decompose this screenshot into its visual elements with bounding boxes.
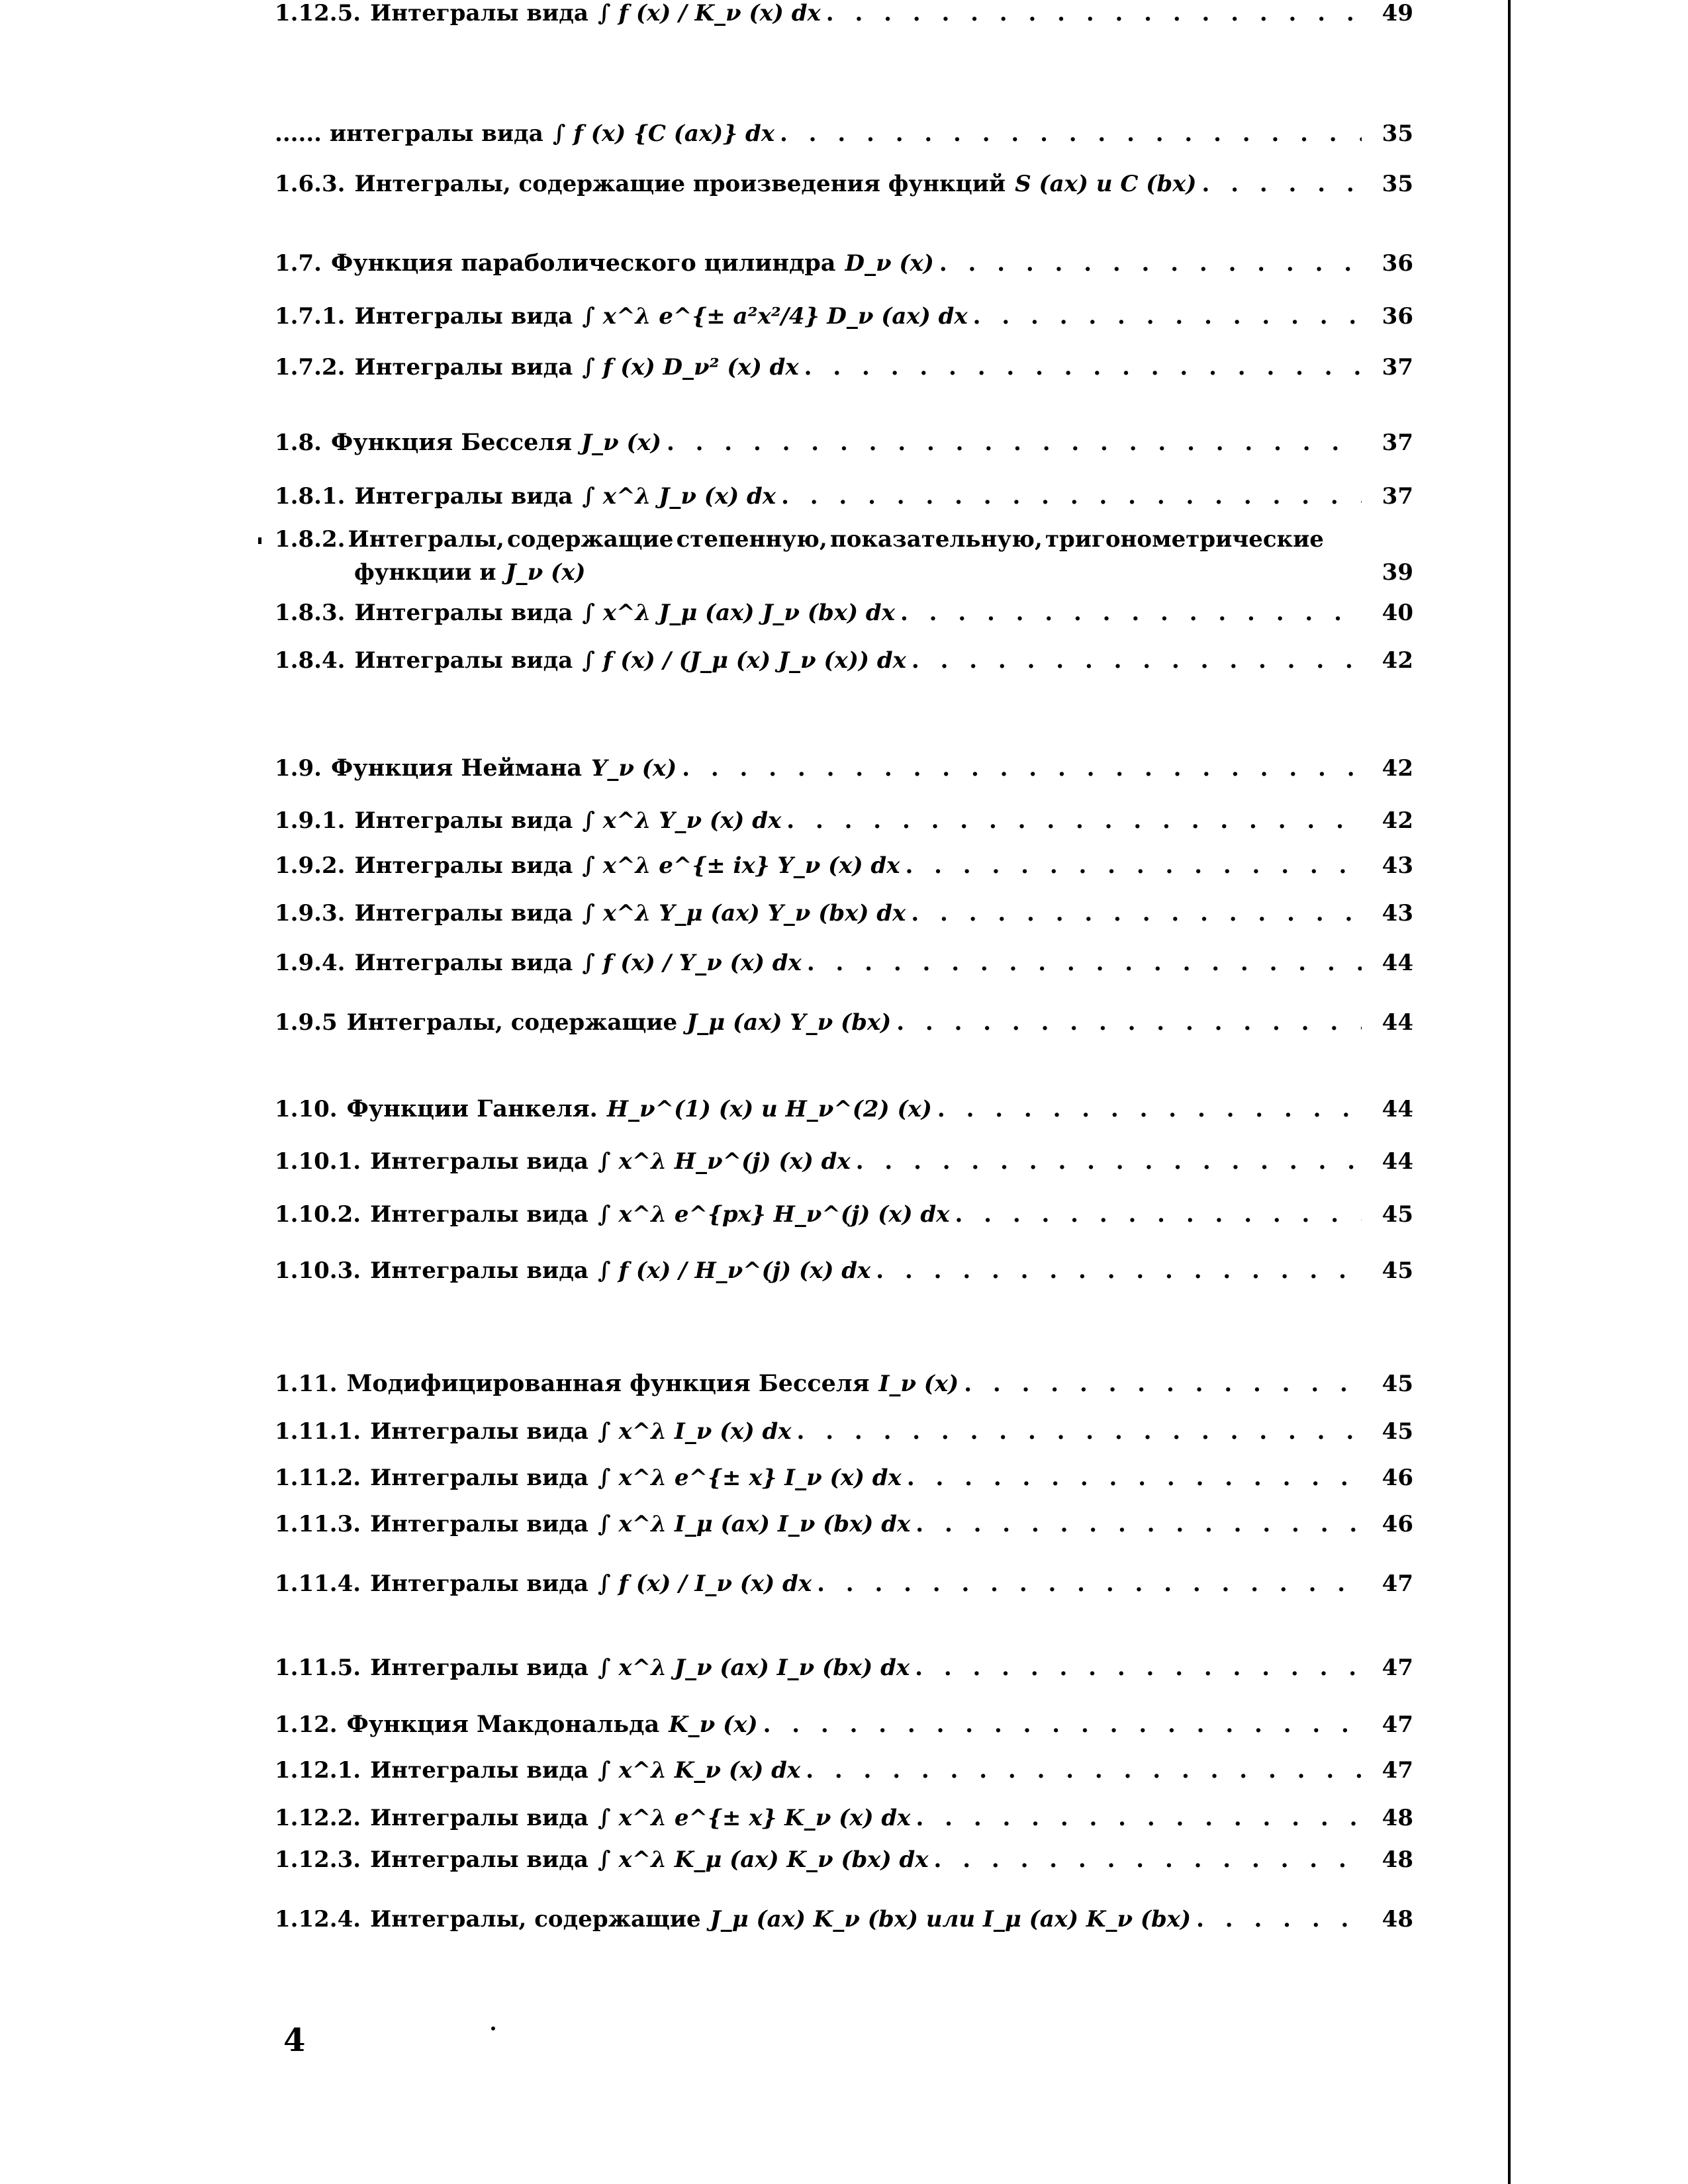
toc-entry-number: 1.12.3. <box>275 1846 361 1873</box>
toc-entry-number: 1.10.1. <box>275 1148 361 1175</box>
toc-entry-formula: ∫ x^λ J_ν (x) dx <box>582 483 776 510</box>
toc-entry-title: Интегралы вида <box>354 303 573 330</box>
toc-entry-page: 44 <box>1382 950 1413 976</box>
toc-section-entry <box>275 250 1413 277</box>
toc-entry-number: 1.12.4. <box>275 1906 361 1933</box>
toc-entry-number: 1.8.1. <box>275 483 346 510</box>
toc-entry <box>275 1009 1413 1036</box>
toc-entry-page: 46 <box>1382 1511 1413 1537</box>
toc-entry <box>275 1805 1413 1831</box>
dot-leader <box>934 1846 1362 1873</box>
toc-entry <box>275 1846 1413 1873</box>
toc-entry <box>275 303 1413 330</box>
toc-entry-formula: J_ν (x) <box>505 559 586 586</box>
toc-entry-page: 44 <box>1382 1009 1413 1036</box>
dot-leader <box>973 303 1362 330</box>
toc-entry-title: Интегралы вида <box>370 1757 588 1784</box>
toc-entry-formula: ∫ f (x) / H_ν^(j) (x) dx <box>597 1257 871 1284</box>
toc-entry-title: Интегралы вида <box>354 900 573 927</box>
dot-leader <box>915 1655 1362 1681</box>
toc-entry-page: 44 <box>1382 1148 1413 1175</box>
toc-entry <box>275 171 1413 197</box>
toc-entry-page: 36 <box>1382 303 1413 330</box>
toc-entry-title: Интегралы вида <box>354 600 573 626</box>
dot-leader <box>1196 1906 1362 1933</box>
toc-entry <box>275 1757 1413 1784</box>
toc-entry-page: 44 <box>1382 1095 1413 1122</box>
toc-entry-page: 39 <box>1382 559 1413 586</box>
toc-entry <box>275 852 1413 879</box>
toc-entry <box>275 950 1413 976</box>
toc-entry-formula: ∫ f (x) / I_ν (x) dx <box>597 1570 812 1597</box>
toc-entry-formula: ∫ x^λ Y_ν (x) dx <box>582 807 782 834</box>
toc-entry <box>275 1511 1413 1537</box>
toc-entry-number: 1.8.3. <box>275 600 346 626</box>
toc-entry-formula: J_μ (ax) Y_ν (bx) <box>686 1009 892 1036</box>
toc-entry-number: 1.9.4. <box>275 950 346 976</box>
toc-entry-formula: ∫ x^λ I_ν (x) dx <box>597 1418 792 1445</box>
dot-leader <box>915 1511 1362 1537</box>
toc-entry-number: 1.6.3. <box>275 171 346 197</box>
toc-entry-formula: ∫ x^λ J_μ (ax) J_ν (bx) dx <box>582 600 895 626</box>
print-speck <box>491 2026 495 2030</box>
toc-entry-page: 42 <box>1382 647 1413 674</box>
dot-leader <box>937 1096 1362 1122</box>
toc-entry-page: 46 <box>1382 1465 1413 1491</box>
dot-leader <box>781 483 1362 510</box>
toc-entry-number: 1.7.2. <box>275 354 346 381</box>
toc-entry-title-word: степенную, <box>676 526 827 553</box>
toc-entry-page: 37 <box>1382 354 1413 381</box>
toc-entry-page: 47 <box>1382 1711 1413 1738</box>
toc-entry-page: 42 <box>1382 807 1413 834</box>
toc-entry-number: 1.9. <box>275 754 322 782</box>
dot-leader <box>905 852 1362 879</box>
toc-entry-formula: ∫ x^λ H_ν^(j) (x) dx <box>597 1148 851 1175</box>
toc-entry <box>275 120 1413 147</box>
toc-entry-title: Функция Бесселя <box>331 429 572 456</box>
toc-entry-page: 49 <box>1382 0 1413 26</box>
toc-entry-formula: ∫ x^λ e^{px} H_ν^(j) (x) dx <box>597 1201 950 1228</box>
toc-entry-title-word: тригонометрические <box>1045 526 1324 553</box>
toc-entry-number: 1.11. <box>275 1370 338 1397</box>
toc-entry <box>275 1257 1413 1284</box>
toc-entry-title: Интегралы вида <box>354 647 573 674</box>
dot-leader <box>876 1257 1362 1284</box>
toc-entry-number: 1.8.2. <box>275 526 346 553</box>
toc-entry-number: 1.9.1. <box>275 807 346 834</box>
toc-entry-number: 1.12.5. <box>275 0 361 26</box>
toc-entry-title: Модифицированная функция Бесселя <box>346 1370 870 1397</box>
toc-entry-number: 1.7.1. <box>275 303 346 330</box>
toc-entry-page: 36 <box>1382 250 1413 277</box>
toc-entry-formula: J_μ (ax) K_ν (bx) или I_μ (ax) K_ν (bx) <box>710 1906 1192 1933</box>
dot-leader <box>912 647 1362 674</box>
toc-entry-title: Интегралы вида <box>354 950 573 976</box>
toc-entry-title: функции и <box>354 559 496 586</box>
toc-entry-title: Интегралы, содержащие <box>370 1906 701 1933</box>
toc-entry-title: Интегралы, содержащие произведения функций <box>354 171 1006 197</box>
toc-entry-title: Интегралы вида <box>370 1418 588 1445</box>
toc-entry-formula: ∫ x^λ K_ν (x) dx <box>597 1757 801 1784</box>
toc-entry-page: 43 <box>1382 900 1413 927</box>
toc-entry-page: 45 <box>1382 1370 1413 1397</box>
page-number: 4 <box>283 2022 306 2059</box>
toc-entry-formula: ∫ x^λ e^{± a²x²/4} D_ν (ax) dx <box>582 303 968 330</box>
toc-entry-title: Интегралы вида <box>354 483 573 510</box>
toc-entry-number: 1.12.1. <box>275 1757 361 1784</box>
toc-entry-formula: H_ν^(1) (x) и H_ν^(2) (x) <box>606 1095 932 1122</box>
toc-entry-page: 35 <box>1382 120 1413 147</box>
toc-section-entry <box>275 1095 1413 1122</box>
dot-leader <box>964 1371 1362 1397</box>
dot-leader <box>896 1009 1362 1036</box>
toc-entry-formula: D_ν (x) <box>845 250 934 277</box>
toc-entry-number: 1.10.3. <box>275 1257 361 1284</box>
dot-leader <box>915 1805 1362 1831</box>
toc-entry-page: 45 <box>1382 1257 1413 1284</box>
toc-entry-number: 1.11.2. <box>275 1465 361 1491</box>
toc-entry-title: Интегралы вида <box>370 1465 588 1491</box>
toc-entry-title: Интегралы вида <box>370 1846 588 1873</box>
toc-entry-formula: ∫ x^λ e^{± ix} Y_ν (x) dx <box>582 852 900 879</box>
toc-entry-formula: ∫ x^λ Y_μ (ax) Y_ν (bx) dx <box>582 900 906 927</box>
dot-leader <box>806 1757 1362 1784</box>
toc-entry-page: 42 <box>1382 754 1413 782</box>
margin-mark <box>258 537 261 544</box>
toc-entry-title: Интегралы вида <box>354 807 573 834</box>
toc-section-entry <box>275 429 1413 456</box>
toc-entry-formula: ∫ f (x) / K_ν (x) dx <box>597 0 821 26</box>
toc-entry-page: 45 <box>1382 1201 1413 1228</box>
toc-entry-number: 1.11.3. <box>275 1511 361 1537</box>
toc-entry-number: 1.9.3. <box>275 900 346 927</box>
toc-entry-formula: ∫ f (x) / Y_ν (x) dx <box>582 950 802 976</box>
toc-entry-title: Функции Ганкеля. <box>346 1095 598 1122</box>
toc-entry-page: 48 <box>1382 1805 1413 1831</box>
dot-leader <box>807 950 1362 976</box>
toc-entry-page: 47 <box>1382 1757 1413 1784</box>
toc-entry-number: 1.8. <box>275 429 322 456</box>
toc-entry-page: 43 <box>1382 852 1413 879</box>
toc-entry-page: 47 <box>1382 1655 1413 1681</box>
toc-entry-number: 1.11.1. <box>275 1418 361 1445</box>
dot-leader <box>804 354 1362 381</box>
toc-entry-page: 48 <box>1382 1846 1413 1873</box>
toc-entry-number: 1.9.5 <box>275 1009 338 1036</box>
toc-entry <box>275 807 1413 834</box>
toc-entry-formula: ∫ f (x) D_ν² (x) dx <box>582 354 799 381</box>
toc-entry-title: Интегралы вида <box>370 1148 588 1175</box>
toc-entry-title: Интегралы вида <box>370 0 588 26</box>
dot-leader <box>786 807 1362 834</box>
toc-entry <box>275 1906 1413 1933</box>
toc-entry-title: Интегралы, содержащие <box>346 1009 678 1036</box>
toc-entry-formula: ∫ x^λ K_μ (ax) K_ν (bx) dx <box>597 1846 929 1873</box>
dot-leader <box>911 900 1362 927</box>
toc-entry <box>275 354 1413 381</box>
toc-entry <box>275 1201 1413 1228</box>
dot-leader <box>955 1201 1362 1228</box>
toc-entry-number: 1.10. <box>275 1095 338 1122</box>
dot-leader <box>826 0 1362 26</box>
page-edge-rule <box>1508 0 1511 2184</box>
toc-entry <box>275 600 1413 626</box>
dot-leader <box>797 1418 1362 1445</box>
dot-leader <box>780 120 1362 147</box>
toc-entry-formula: I_ν (x) <box>878 1370 959 1397</box>
toc-entry-formula: ∫ x^λ e^{± x} K_ν (x) dx <box>597 1805 911 1831</box>
dot-leader <box>682 755 1362 782</box>
dot-leader <box>817 1570 1362 1597</box>
toc-entry-title-word: показательную, <box>829 526 1043 553</box>
toc-entry <box>275 1418 1413 1445</box>
dot-leader <box>900 600 1362 626</box>
toc-entry-title: Интегралы вида <box>370 1257 588 1284</box>
toc-entry <box>275 900 1413 927</box>
toc-entry <box>275 1465 1413 1491</box>
dot-leader <box>1202 171 1362 197</box>
toc-entry-title: Интегралы вида <box>370 1201 588 1228</box>
toc-entry <box>275 1570 1413 1597</box>
dot-leader <box>939 250 1362 277</box>
toc-entry-formula: ∫ f (x) / (J_μ (x) J_ν (x)) dx <box>582 647 906 674</box>
toc-entry-number: 1.9.2. <box>275 852 346 879</box>
toc-entry-formula: J_ν (x) <box>581 429 661 456</box>
toc-entry-number: 1.8.4. <box>275 647 346 674</box>
toc-entry-number: 1.12. <box>275 1711 338 1738</box>
toc-entry-page: 37 <box>1382 483 1413 510</box>
toc-entry-title-word: содержащие <box>506 526 674 553</box>
toc-entry-number: 1.7. <box>275 250 322 277</box>
toc-entry-title-word: Интегралы, <box>348 526 504 553</box>
toc-entry-page: 45 <box>1382 1418 1413 1445</box>
dot-leader <box>907 1465 1362 1491</box>
toc-entry-number: 1.11.4. <box>275 1570 361 1597</box>
toc-entry-formula: ∫ f (x) {C (ax)} dx <box>552 120 774 147</box>
toc-entry-number: 1.12.2. <box>275 1805 361 1831</box>
toc-entry-page: 48 <box>1382 1906 1413 1933</box>
toc-entry-title: Интегралы вида <box>354 354 573 381</box>
toc-entry-title: Интегралы вида <box>370 1570 588 1597</box>
toc-entry-title: Интегралы вида <box>354 852 573 879</box>
toc-entry-title: ...... интегралы вида <box>275 120 543 147</box>
toc-entry-number: 1.11.5. <box>275 1655 361 1681</box>
toc-entry-page: 37 <box>1382 429 1413 456</box>
toc-entry-page: 47 <box>1382 1570 1413 1597</box>
toc-section-entry <box>275 1711 1413 1738</box>
toc-entry <box>275 0 1413 26</box>
toc-entry-number: 1.10.2. <box>275 1201 361 1228</box>
toc-section-entry <box>275 754 1413 782</box>
toc-entry-formula: S (ax) и C (bx) <box>1015 171 1197 197</box>
toc-entry-page: 40 <box>1382 600 1413 626</box>
toc-entry <box>275 647 1413 674</box>
toc-section-entry <box>275 1370 1413 1397</box>
toc-entry <box>275 1655 1413 1681</box>
dot-leader <box>763 1711 1362 1738</box>
toc-entry <box>275 483 1413 510</box>
toc-entry-page: 35 <box>1382 171 1413 197</box>
toc-entry-title: Функция параболического цилиндра <box>331 250 836 277</box>
toc-entry-formula: Y_ν (x) <box>591 754 677 782</box>
toc-entry-title: Интегралы вида <box>370 1805 588 1831</box>
toc-entry-title: Интегралы вида <box>370 1511 588 1537</box>
toc-entry-title: Функция Макдональда <box>346 1711 660 1738</box>
toc-entry-formula: ∫ x^λ I_μ (ax) I_ν (bx) dx <box>597 1511 911 1537</box>
toc-entry-formula: K_ν (x) <box>669 1711 758 1738</box>
dot-leader <box>856 1148 1362 1175</box>
toc-entry-formula: ∫ x^λ J_ν (ax) I_ν (bx) dx <box>597 1655 910 1681</box>
toc-entry-formula: ∫ x^λ e^{± x} I_ν (x) dx <box>597 1465 902 1491</box>
toc-entry-title: Функция Неймана <box>331 754 583 782</box>
dot-leader <box>667 430 1362 456</box>
toc-entry <box>275 1148 1413 1175</box>
toc-entry-title: Интегралы вида <box>370 1655 588 1681</box>
